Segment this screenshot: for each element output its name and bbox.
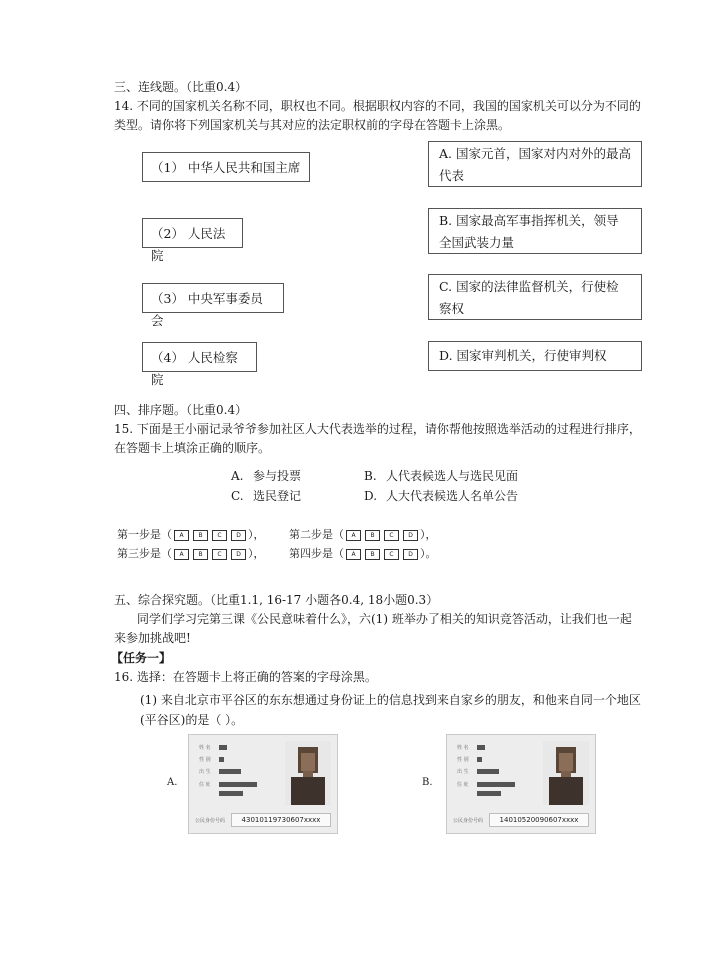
bubble-b[interactable]: B: [365, 530, 380, 541]
question-15-line1: 15. 下面是王小丽记录爷爷参加社区人大代表选举的过程，请你帮他按照选举活动的过程进行排序，: [114, 422, 641, 436]
left-item-1[interactable]: （1） 中华人民共和国主席: [142, 152, 310, 182]
bubble-d[interactable]: D: [231, 530, 246, 541]
field-label: 住 址: [457, 782, 469, 788]
field-value: [477, 757, 482, 762]
option-key: C.: [231, 489, 244, 503]
option-text: 人大代表候选人名单公告: [386, 489, 519, 503]
field-label: 出 生: [457, 769, 469, 775]
field-value: [219, 791, 243, 796]
field-value: [477, 745, 485, 750]
field-label: 住 址: [199, 782, 211, 788]
option-a: [231, 467, 301, 485]
field-label: 性 别: [457, 757, 469, 763]
bubble-b[interactable]: B: [365, 549, 380, 560]
step-1: [117, 526, 265, 544]
id-number-label: 公民身份号码: [195, 818, 226, 824]
card-option-b-label: B.: [422, 777, 433, 788]
id-card-b[interactable]: [446, 734, 596, 834]
question-15-line2: 在答题卡上填涂正确的顺序。: [114, 441, 271, 455]
step-4: [289, 545, 437, 563]
question-14-line1: 14. 不同的国家机关名称不同，职权也不同。根据职权内容的不同，我国的国家机关可以分为不同的: [114, 99, 641, 113]
step-label: 第三步是（: [117, 547, 172, 560]
field-value: [219, 769, 241, 774]
bubble-d[interactable]: D: [231, 549, 246, 560]
bubble-c[interactable]: C: [384, 530, 399, 541]
option-d: [364, 487, 518, 505]
sub-question-1-line2: (平谷区)的是（ ）。: [140, 713, 244, 727]
field-value: [219, 757, 224, 762]
right-item-d[interactable]: D. 国家审判机关，行使审判权: [428, 341, 642, 371]
section4-heading: 四、排序题。（比重0.4）: [114, 403, 248, 417]
section3-heading: 三、连线题。（比重0.4）: [114, 80, 248, 94]
portrait-photo: [543, 741, 589, 805]
field-value: [219, 782, 257, 787]
bubble-b[interactable]: B: [193, 549, 208, 560]
option-key: A.: [231, 469, 244, 483]
field-label: 出 生: [199, 769, 211, 775]
step-sep: ），: [420, 528, 437, 541]
intro-line1: 同学们学习完第三课《公民意味着什么》，六(1) 班举办了相关的知识竞答活动，让我们也一起: [137, 612, 632, 626]
bubble-b[interactable]: B: [193, 530, 208, 541]
bubble-d[interactable]: D: [403, 530, 418, 541]
field-value: [477, 782, 515, 787]
step-label: 第二步是（: [289, 528, 344, 541]
left-item-4[interactable]: （4） 人民检察院: [142, 342, 257, 372]
left-item-2[interactable]: （2） 人民法院: [142, 218, 243, 248]
field-value: [219, 745, 227, 750]
id-number: 43010119730607xxxx: [231, 813, 331, 827]
bubble-d[interactable]: D: [403, 549, 418, 560]
portrait-photo: [285, 741, 331, 805]
step-3: [117, 545, 265, 563]
field-value: [477, 791, 501, 796]
id-number: 14010520090607xxxx: [489, 813, 589, 827]
step-sep: ），: [248, 528, 265, 541]
id-card-a[interactable]: [188, 734, 338, 834]
step-sep: ），: [248, 547, 265, 560]
option-text: 人代表候选人与选民见面: [386, 469, 519, 483]
bubble-a[interactable]: A: [174, 549, 189, 560]
option-b: [364, 467, 518, 485]
section5-heading: 五、综合探究题。（比重1.1, 16-17 小题各0.4, 18小题0.3）: [114, 593, 439, 607]
field-value: [477, 769, 499, 774]
task-label: 【任务一】: [111, 651, 172, 665]
step-2: [289, 526, 437, 544]
step-label: 第一步是（: [117, 528, 172, 541]
option-text: 参与投票: [253, 469, 302, 483]
right-item-a[interactable]: A. 国家元首，国家对内对外的最高代表: [428, 141, 642, 187]
field-label: 姓 名: [457, 745, 469, 751]
question-16: 16. 选择：在答题卡上将正确的答案的字母涂黑。: [114, 670, 377, 684]
option-key: D.: [364, 489, 378, 503]
question-14-line2: 类型。请你将下列国家机关与其对应的法定职权前的字母在答题卡上涂黑。: [114, 118, 511, 132]
right-item-c[interactable]: C. 国家的法律监督机关，行使检察权: [428, 274, 642, 320]
field-label: 姓 名: [199, 745, 211, 751]
bubble-c[interactable]: C: [212, 530, 227, 541]
left-item-3[interactable]: （3） 中央军事委员会: [142, 283, 284, 313]
bubble-a[interactable]: A: [346, 530, 361, 541]
sub-question-1-line1: (1) 来自北京市平谷区的东东想通过身份证上的信息找到来自家乡的朋友，和他来自同一个地区: [140, 693, 641, 707]
id-number-label: 公民身份号码: [453, 818, 484, 824]
option-text: 选民登记: [253, 489, 302, 503]
card-option-a-label: A.: [167, 777, 178, 788]
option-c: [231, 487, 301, 505]
step-label: 第四步是（: [289, 547, 344, 560]
intro-line2: 来参加挑战吧!: [114, 631, 191, 645]
right-item-b[interactable]: B. 国家最高军事指挥机关，领导全国武装力量: [428, 208, 642, 254]
field-label: 性 别: [199, 757, 211, 763]
step-sep: ）。: [420, 547, 437, 560]
bubble-a[interactable]: A: [174, 530, 189, 541]
bubble-c[interactable]: C: [212, 549, 227, 560]
bubble-c[interactable]: C: [384, 549, 399, 560]
option-key: B.: [364, 469, 377, 483]
bubble-a[interactable]: A: [346, 549, 361, 560]
